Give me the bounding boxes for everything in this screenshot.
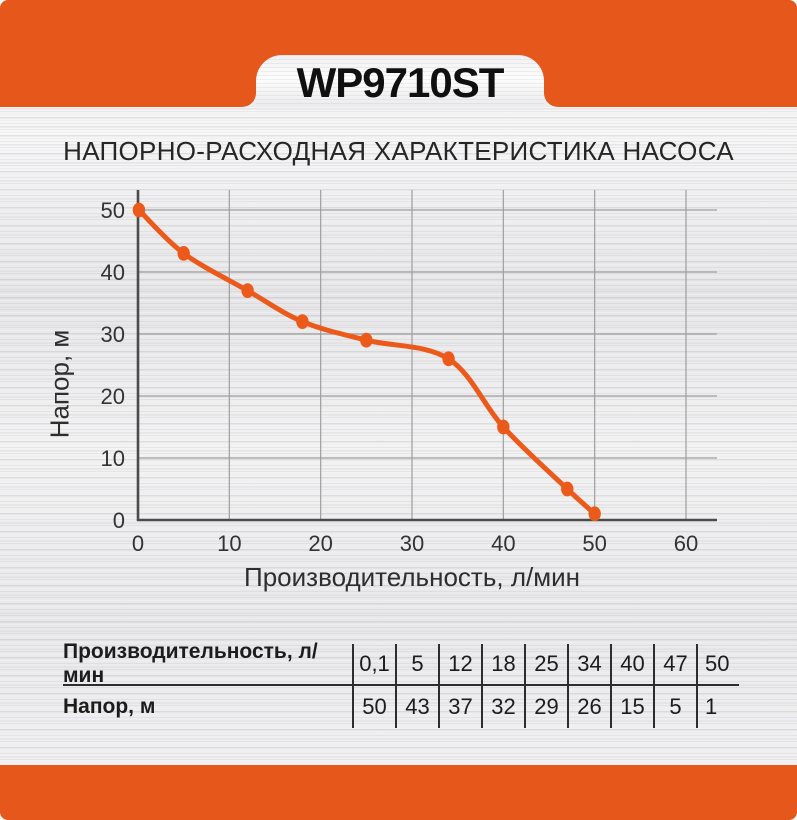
chart-tick-labels (101, 198, 699, 556)
pump-curve (139, 210, 595, 514)
table-cell: 37 (438, 686, 481, 728)
data-point-marker (442, 351, 454, 366)
data-point-marker (561, 482, 573, 497)
chart-axes (137, 190, 717, 521)
table-cell: 5 (653, 686, 696, 728)
x-tick-label: 0 (131, 531, 145, 556)
x-tick-label: 10 (217, 531, 242, 556)
data-point-marker (133, 203, 145, 218)
y-tick-label: 20 (100, 384, 125, 409)
y-axis-label: Напор, м (44, 329, 75, 439)
model-badge (256, 55, 544, 107)
table-cell: 43 (395, 686, 438, 728)
badge-flare (544, 93, 558, 107)
table-cell: 18 (481, 644, 524, 686)
chart-grid (138, 190, 717, 520)
data-points (133, 203, 601, 522)
table-cell: 47 (653, 644, 696, 686)
y-tick-label: 0 (112, 508, 125, 533)
y-tick-label: 50 (100, 198, 125, 223)
table-cell: 29 (524, 686, 567, 728)
table-cell: 1 (696, 686, 739, 728)
y-tick-label: 10 (100, 446, 125, 471)
data-point-marker (296, 314, 308, 329)
x-tick-label: 60 (673, 531, 699, 556)
x-tick-label: 30 (399, 531, 425, 556)
table-row-label: Производительность, л/мин (63, 644, 352, 686)
table-cell: 32 (481, 686, 524, 728)
page-title: НАПОРНО-РАСХОДНАЯ ХАРАКТЕРИСТИКА НАСОСА (63, 136, 734, 166)
x-axis-label: Производительность, л/мин (244, 562, 580, 592)
table-cell: 26 (567, 686, 610, 728)
y-tick-label: 30 (100, 322, 125, 347)
y-tick-label: 40 (100, 260, 125, 285)
spec-table (63, 640, 739, 728)
table-cell: 25 (524, 644, 567, 686)
table-cell: 34 (567, 644, 610, 686)
badge-flare (242, 93, 256, 107)
table-cell: 15 (610, 686, 653, 728)
data-point-marker (241, 283, 253, 298)
data-point-marker (588, 506, 600, 521)
table-cell: 5 (395, 644, 438, 686)
x-tick-label: 40 (491, 531, 516, 556)
table-cell: 50 (352, 686, 395, 728)
table-cell: 50 (696, 644, 739, 686)
x-tick-label: 50 (582, 531, 607, 556)
model-name: WP9710ST (296, 59, 504, 106)
data-point-marker (177, 246, 189, 261)
table-cell: 40 (610, 644, 653, 686)
table-cell: 0,1 (352, 644, 395, 686)
data-point-marker (360, 333, 372, 348)
table-cell: 12 (438, 644, 481, 686)
data-point-marker (497, 420, 509, 435)
x-tick-label: 20 (308, 531, 333, 556)
table-row-label: Напор, м (63, 695, 156, 718)
bottom-orange-band (0, 765, 797, 820)
